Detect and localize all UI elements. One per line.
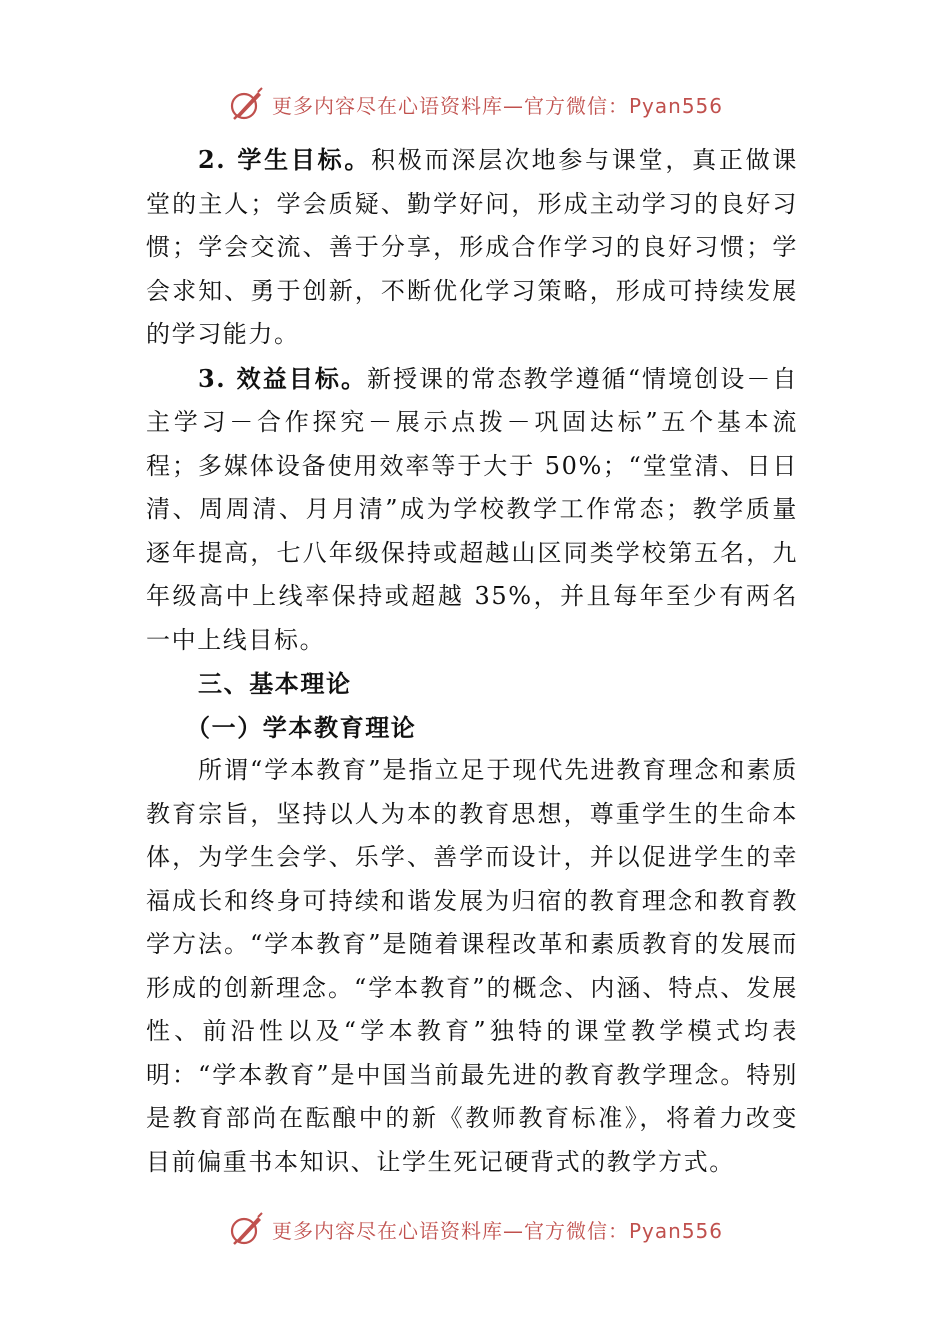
benefit-goals-text: 新授课的常态教学遵循“情境创设－自主学习－合作探究－展示点拨－巩固达标”五个基本流程；多媒体设备使用效率等于大于 50%；“堂堂清、日日清、周周清、月月清”成为学校教学工作常态；教学质量逐年提高，七八年级保持或超越山区同类学校第五名，九年级高中上线率保持或超越 35%，并且每年至少有两名一中上线目标。 bbox=[146, 364, 798, 654]
watermark-text: 更多内容尽在心语资料库—官方微信：Pyan556 bbox=[272, 1218, 724, 1243]
header-watermark bbox=[228, 82, 723, 126]
student-goals-label: 2. 学生目标。 bbox=[198, 145, 372, 174]
subsection-heading: （一）学本教育理论 bbox=[186, 712, 417, 742]
quill-pen-icon bbox=[228, 1211, 264, 1247]
section-heading: 三、基本理论 bbox=[198, 669, 352, 698]
watermark-text: 更多内容尽在心语资料库—官方微信：Pyan556 bbox=[272, 93, 724, 118]
quill-pen-icon bbox=[228, 86, 264, 122]
paragraph-benefit-goals bbox=[146, 357, 798, 663]
paragraph-student-goals bbox=[146, 138, 798, 357]
document-body bbox=[146, 138, 798, 1184]
benefit-goals-label: 3. 效益目标。 bbox=[198, 363, 368, 393]
footer-watermark bbox=[228, 1207, 723, 1251]
paragraph-xueben-theory: 所谓“学本教育”是指立足于现代先进教育理念和素质教育宗旨，坚持以人为本的教育思想，尊重学生的生命本体，为学生会学、乐学、善学而设计，并以促进学生的幸福成长和终身可持续和谐发展为归宿的教育理念和教育教学方法。“学本教育”是随着课程改革和素质教育的发展而形成的创新理念。“学本教育”的概念、内涵、特点、发展性、前沿性以及“学本教育”独特的课堂教学模式均表明：“学本教育”是中国当前最先进的教育教学理念。特别是教育部尚在酝酿中的新《教师教育标准》，将着力改变目前偏重书本知识、让学生死记硬背式的教学方式。 bbox=[146, 756, 798, 1176]
student-goals-text: 积极而深层次地参与课堂，真正做课堂的主人；学会质疑、勤学好问，形成主动学习的良好习惯；学会交流、善于分享，形成合作学习的良好习惯；学会求知、勇于创新，不断优化学习策略，形成可持续发展的学习能力。 bbox=[146, 146, 798, 348]
